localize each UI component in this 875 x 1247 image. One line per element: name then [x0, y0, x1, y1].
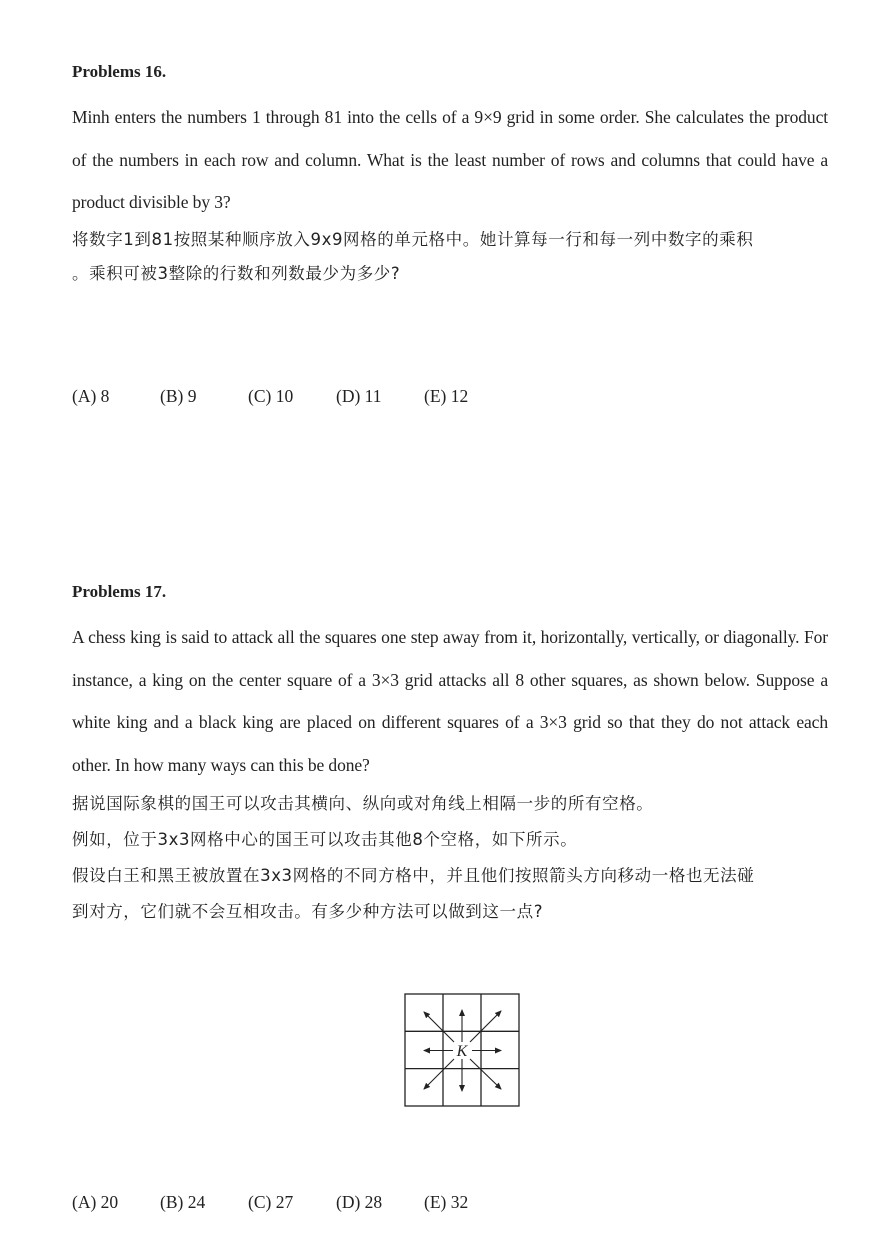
choice-a: (A) 8	[72, 386, 110, 406]
problem-17-answer-choices	[72, 1192, 512, 1213]
problem-17-title: Problems 17.	[72, 582, 167, 601]
king-attack-diagram	[404, 993, 522, 1109]
problem-17-chinese-line-3: 假设白王和黑王被放置在3x3网格的不同方格中，并且他们按照箭头方向移动一格也无法碰	[72, 866, 755, 885]
choice-c: (C) 10	[248, 386, 294, 406]
king-label: K	[456, 1043, 468, 1060]
choice-e: (E) 32	[424, 1192, 469, 1212]
choice-b: (B) 9	[160, 386, 197, 406]
arrow-down-left-icon	[424, 1059, 454, 1089]
problem-16	[72, 62, 828, 292]
problem-16-chinese-line-1: 将数字1到81按照某种顺序放入9x9网格的单元格中。她计算每一行和每一列中数字的乘积	[72, 229, 754, 249]
arrow-up-right-icon	[470, 1011, 501, 1042]
choice-d: (D) 11	[336, 386, 382, 406]
choice-b: (B) 24	[160, 1192, 206, 1212]
problem-16-answer-choices	[72, 386, 512, 407]
problem-16-chinese-line-2: 。乘积可被3整除的行数和列数最少为多少?	[72, 263, 401, 283]
problem-17-chinese-line-4: 到对方，它们就不会互相攻击。有多少种方法可以做到这一点?	[72, 902, 544, 921]
choice-d: (D) 28	[336, 1192, 383, 1212]
problem-17-chinese-line-2: 例如，位于3x3网格中心的国王可以攻击其他8个空格，如下所示。	[72, 830, 578, 849]
problem-16-title: Problems 16.	[72, 62, 167, 81]
problem-17	[72, 582, 828, 930]
problem-16-english-text: Minh enters the numbers 1 through 81 into the cells of a 9×9 grid in some order. She calculates the product of the numbers in each row and column. What is the least number of rows and columns that could have a product divisible by 3?	[72, 107, 828, 212]
arrow-up-left-icon	[424, 1012, 454, 1042]
arrow-down-right-icon	[470, 1059, 501, 1089]
choice-a: (A) 20	[72, 1192, 119, 1212]
choice-e: (E) 12	[424, 386, 469, 406]
problem-17-english-text: A chess king is said to attack all the squares one step away from it, horizontally, vertically, or diagonally. For instance, a king on the center square of a 3×3 grid attacks all 8 other squares, as shown below. Suppose a white king and a black king are placed on different squares of a 3×3 grid so that they do not attack each other. In how many ways can this be done?	[72, 627, 828, 775]
choice-c: (C) 27	[248, 1192, 294, 1212]
problem-17-chinese-line-1: 据说国际象棋的国王可以攻击其横向、纵向或对角线上相隔一步的所有空格。	[72, 794, 654, 813]
